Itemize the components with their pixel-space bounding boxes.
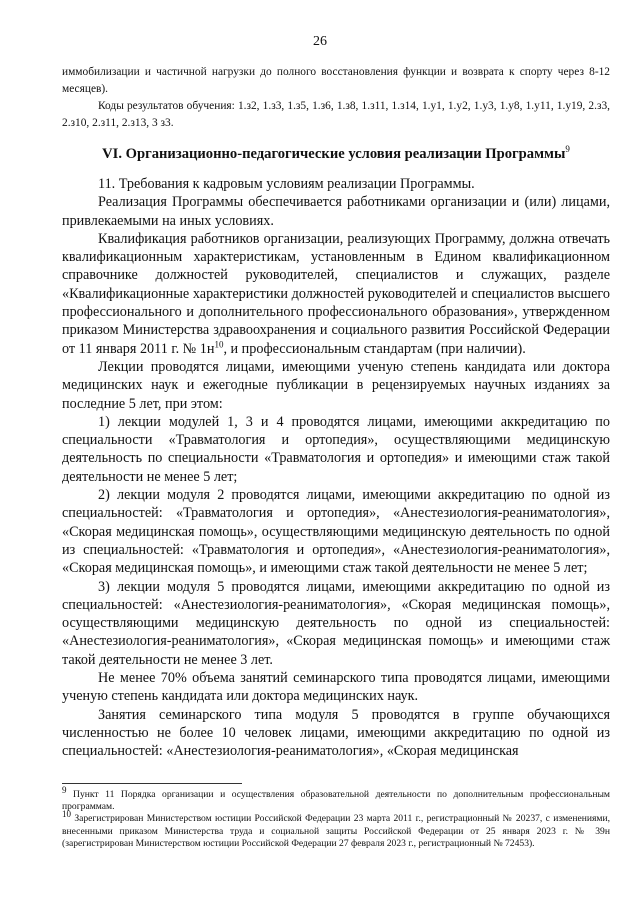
- list-item-3: 3) лекции модуля 5 проводятся лицами, имеющими аккредитацию по одной из специальностей: «Анестезиология-реаниматология», «Скорая медицинская помощь», осуществляющими медицинскую деятельность по одной из специальностей: «Анестезиология-реаниматология», «Скорая медицинская помощь» и имеющими стаж такой деятельности не менее 3 лет.: [62, 578, 610, 668]
- paragraph-4: Лекции проводятся лицами, имеющими ученую степень кандидата или доктора медицинских наук и ежегодные публикации в рецензируемых научных изданиях за последние 5 лет, при этом:: [62, 358, 610, 412]
- page-content: [62, 64, 610, 761]
- section-heading: [62, 143, 610, 165]
- section-heading-text: VI. Организационно-педагогические условия реализации Программы: [102, 146, 566, 162]
- footnotes: [62, 784, 610, 850]
- paragraph-8: Не менее 70% объема занятий семинарского типа проводятся лицами, имеющими ученую степень кандидата или доктора медицинских наук.: [62, 670, 610, 705]
- page-number: 26: [313, 34, 327, 49]
- footnote-ref-10: 10: [214, 338, 224, 349]
- paragraph-3: [62, 230, 610, 358]
- footnote-10-marker: 10: [62, 809, 71, 820]
- section-body: [62, 175, 610, 761]
- list-item-2: 2) лекции модуля 2 проводятся лицами, имеющими аккредитацию по одной из специальностей: «Травматология и ортопедия», «Анестезиология-реаниматология», «Скорая медицинская помощь», осуществляющими медицинскую деятельность по одной из специальностей: «Травматология и ортопедия», «Анестезиология-реаниматология», «Скорая медицинская помощь», и имеющими стаж такой деятельности не менее 5 лет;: [62, 487, 610, 577]
- paragraph-3-text-b: , и профессиональным стандартам (при наличии).: [223, 340, 526, 357]
- footnote-10-text: Зарегистрирован Министерством юстиции Российской Федерации 23 марта 2011 г., регистрационный № 20237, с изменениями, внесенными приказом Министерства труда и социальной защиты Российской Федерации от 25 января 2023 г. № 39н (зарегистрирован Министерством юстиции Российской Федерации 27 февраля 2023 г., регистрационный № 72453).: [62, 813, 610, 849]
- list-item-1: 1) лекции модулей 1, 3 и 4 проводятся лицами, имеющими аккредитацию по специальности «Травматология и ортопедия», осуществляющими медицинскую деятельность по специальности «Травматология и ортопедия» и имеющими стаж такой деятельности не менее 5 лет;: [62, 413, 610, 485]
- paragraph-1: 11. Требования к кадровым условиям реализации Программы.: [98, 176, 475, 192]
- learning-outcome-codes: Коды результатов обучения: 1.з2, 1.з3, 1.з5, 1.з6, 1.з8, 1.з11, 1.з14, 1.у1, 1.у2, 1.у3, 1.у8, 1.у11, 1.у19, 2.з3, 2.з10, 2.з11, 2.з13, 3 з3.: [62, 100, 610, 129]
- footnote-divider: [62, 783, 242, 784]
- paragraph-2: Реализация Программы обеспечивается работниками организации и (или) лицами, привлекаемыми на иных условиях.: [62, 194, 610, 229]
- paragraph-9: Занятия семинарского типа модуля 5 проводятся в группе обучающихся численностью не более 10 человек лицами, имеющими аккредитацию по одной из специальностей: «Анестезиология-реаниматология», «Скорая медицинская: [62, 706, 610, 760]
- footnote-9-text: Пункт 11 Порядка организации и осуществления образовательной деятельности по дополнительным профессиональным программам.: [62, 789, 610, 813]
- paragraph-3-text-a: Квалификация работников организации, реализующих Программу, должна отвечать квалификационным характеристикам, установленным в Едином квалификационном справочнике должностей руководителей, специалистов и служащих, разделе «Квалификационные характеристики должностей руководителей и специалистов высшего профессионального и дополнительного профессионального образования», утвержденном приказом Министерства здравоохранения и социального развития Российской Федерации от 11 января 2011 г. № 1н: [62, 230, 610, 357]
- footnote-9-marker: 9: [62, 784, 67, 795]
- footnote-9: [62, 784, 610, 813]
- footnote-10: [62, 809, 610, 850]
- top-text: иммобилизации и частичной нагрузки до полного восстановления функции и возврата к спорту через 8-12 месяцев).: [62, 66, 610, 95]
- footnote-ref-9: 9: [565, 144, 570, 155]
